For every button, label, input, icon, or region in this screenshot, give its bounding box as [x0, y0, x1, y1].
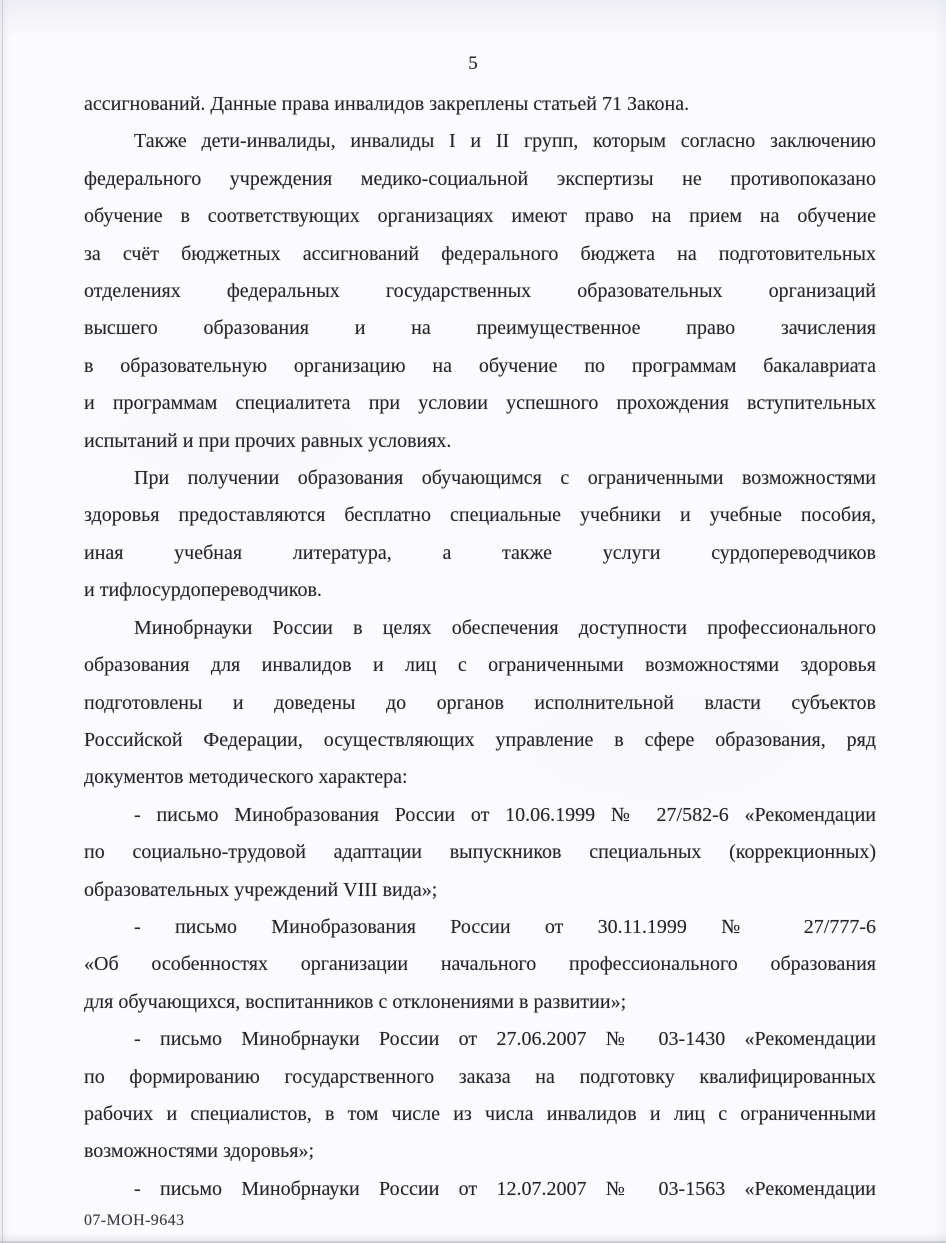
text-line: - письмо Минобразования России от 30.11.1999 № 27/777-6 [134, 915, 876, 938]
page-number: 5 [468, 53, 478, 74]
text-line: Также дети-инвалиды, инвалиды I и II групп, которым согласно заключению [134, 130, 876, 153]
text-line: «Об особенностях организации начального профессионального образования [84, 953, 876, 976]
text-line: образовательных учреждений VIII вида»; [84, 878, 438, 901]
text-line: возможностями здоровья»; [84, 1140, 315, 1163]
text-line: федерального учреждения медико-социальной экспертизы не противопоказано [84, 167, 876, 190]
paragraph [84, 1171, 876, 1208]
text-line: и тифлосурдопереводчиков. [84, 579, 322, 602]
text-line: - письмо Минобрнауки России от 12.07.2007 № 03-1563 «Рекомендации [134, 1177, 876, 1200]
paragraph [84, 1021, 876, 1171]
text-line: для обучающихся, воспитанников с отклонениями в развитии»; [84, 990, 627, 1013]
text-line: обучение в соответствующих организациях имеют право на прием на обучение [84, 205, 876, 228]
paragraph [84, 86, 876, 123]
paragraph [84, 460, 876, 610]
paragraph [84, 610, 876, 797]
document-body [84, 86, 876, 1208]
text-line: документов методического характера: [84, 766, 408, 789]
text-line: здоровья предоставляются бесплатно специальные учебники и учебные пособия, [84, 504, 876, 527]
text-line: иная учебная литература, а также услуги сурдопереводчиков [84, 541, 876, 564]
footer-reference-code: 07-МОН-9643 [84, 1212, 185, 1229]
text-line: Минобрнауки России в целях обеспечения доступности профессионального [134, 616, 876, 639]
text-line: - письмо Минобразования России от 10.06.1999 № 27/582-6 «Рекомендации [134, 803, 876, 826]
paragraph [84, 123, 876, 460]
text-line: - письмо Минобрнауки России от 27.06.2007 № 03-1430 «Рекомендации [134, 1028, 876, 1051]
paragraph [84, 909, 876, 1021]
text-line: подготовлены и доведены до органов исполнительной власти субъектов [84, 691, 876, 714]
text-line: При получении образования обучающимся с ограниченными возможностями [134, 467, 876, 490]
text-line: испытаний и при прочих равных условиях. [84, 429, 452, 452]
text-line: за счёт бюджетных ассигнований федерального бюджета на подготовительных [84, 242, 876, 265]
text-line: по формированию государственного заказа на подготовку квалифицированных [84, 1065, 876, 1088]
text-line: и программам специалитета при условии успешного прохождения вступительных [84, 392, 876, 415]
paragraph [84, 797, 876, 909]
text-line: рабочих и специалистов, в том числе из числа инвалидов и лиц с ограниченными [84, 1102, 876, 1125]
text-line: в образовательную организацию на обучение по программам бакалавриата [84, 354, 876, 377]
text-line: высшего образования и на преимущественное право зачисления [84, 317, 876, 340]
text-line: Российской Федерации, осуществляющих управление в сфере образования, ряд [84, 728, 876, 751]
text-line: по социально-трудовой адаптации выпускников специальных (коррекционных) [84, 841, 876, 864]
text-line: отделениях федеральных государственных образовательных организаций [84, 280, 876, 303]
text-line: ассигнований. Данные права инвалидов закреплены статьей 71 Закона. [84, 93, 690, 115]
text-line: образования для инвалидов и лиц с ограниченными возможностями здоровья [84, 654, 876, 677]
